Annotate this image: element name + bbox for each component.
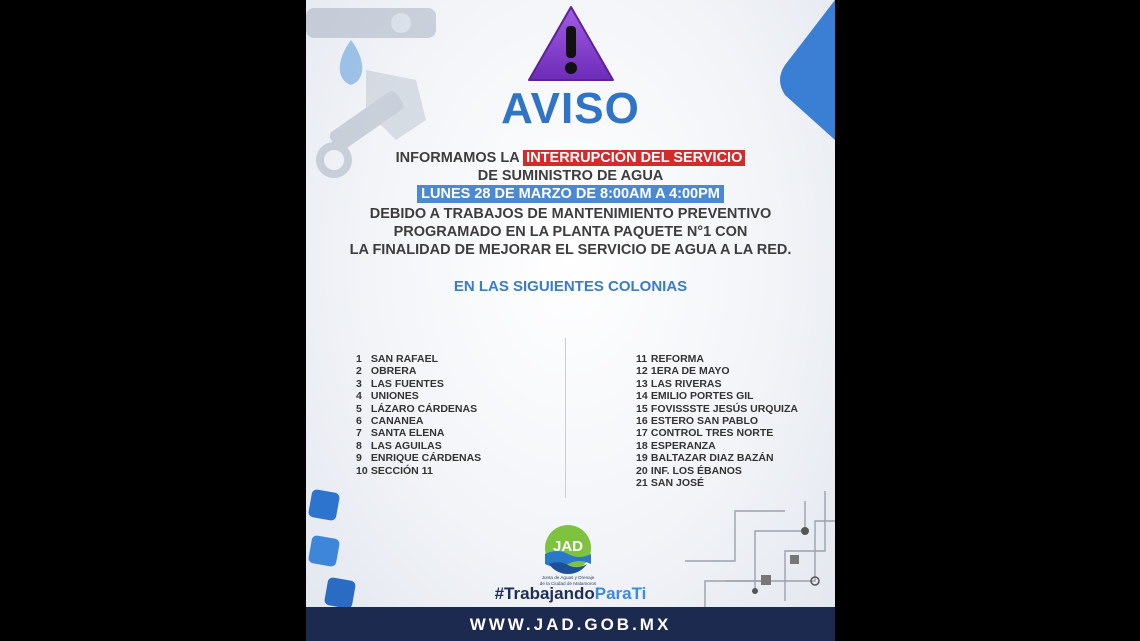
list-item: 18 ESPERANZA	[636, 439, 716, 452]
message-line-1-prefix: INFORMAMOS LA	[395, 150, 524, 166]
list-item: 15 FOVISSSTE JESÚS URQUIZA	[636, 402, 798, 415]
list-item: 16 ESTERO SAN PABLO	[636, 414, 759, 427]
column-divider	[565, 338, 566, 498]
jad-logo-mark: JAD	[552, 538, 584, 555]
message-line-4: DEBIDO A TRABAJOS DE MANTENIMIENTO PREVENTIVO	[369, 206, 772, 222]
list-item: 21 SAN JOSÉ	[636, 476, 705, 489]
logo-caption-line-2: de la Ciudad de Matamoros	[539, 580, 597, 586]
list-item: 4 UNIONES	[356, 390, 419, 403]
list-item: 5 LÁZARO CÁRDENAS	[356, 402, 478, 415]
message-line-2: DE SUMINISTRO DE AGUA	[477, 168, 664, 184]
list-item: 2 OBRERA	[356, 365, 417, 378]
logo-caption-line-1: Junta de Aguas y Drenaje	[541, 575, 595, 580]
list-item: 10 SECCIÓN 11	[356, 464, 433, 477]
colonias-list-right	[636, 353, 798, 489]
message-date-line	[306, 186, 835, 202]
hashtag-dark: #Trabajando	[494, 584, 595, 603]
interruption-highlight: INTERRUPCIÓN DEL SERVICIO	[523, 150, 745, 166]
hashtag-blue: ParaTi	[594, 584, 647, 603]
warning-triangle-icon	[526, 4, 616, 84]
message-line-5: PROGRAMADO EN LA PLANTA PAQUETE N°1 CON	[393, 224, 748, 240]
website-url: WWW.JAD.GOB.MX	[469, 615, 672, 634]
list-item: 8 LAS AGUILAS	[356, 439, 442, 452]
message-line-6: LA FINALIDAD DE MEJORAR EL SERVICIO DE AGUA A LA RED.	[349, 242, 792, 258]
hashtag	[306, 584, 835, 604]
aviso-poster	[306, 0, 835, 641]
colonias-heading: EN LAS SIGUIENTES COLONIAS	[453, 278, 688, 295]
list-item: 12 1ERA DE MAYO	[636, 365, 730, 378]
list-item: 3 LAS FUENTES	[356, 377, 444, 390]
footer-bar	[306, 607, 835, 641]
notice-title: AVISO	[501, 84, 640, 133]
colonias-list-left	[356, 353, 481, 477]
list-item: 9 ENRIQUE CÁRDENAS	[356, 452, 482, 465]
list-item: 6 CANANEA	[356, 414, 424, 427]
list-item: 17 CONTROL TRES NORTE	[636, 427, 774, 440]
list-item: 14 EMILIO PORTES GIL	[636, 390, 754, 403]
list-item: 1 SAN RAFAEL	[356, 353, 439, 365]
message-line-1	[306, 150, 835, 166]
list-item: 11 REFORMA	[636, 353, 705, 365]
list-item: 7 SANTA ELENA	[356, 427, 445, 440]
list-item: 13 LAS RIVERAS	[636, 377, 722, 390]
list-item: 19 BALTAZAR DIAZ BAZÁN	[636, 452, 774, 465]
date-highlight: LUNES 28 DE MARZO DE 8:00AM A 4:00PM	[417, 185, 724, 203]
list-item: 20 INF. LOS ÉBANOS	[636, 464, 742, 477]
